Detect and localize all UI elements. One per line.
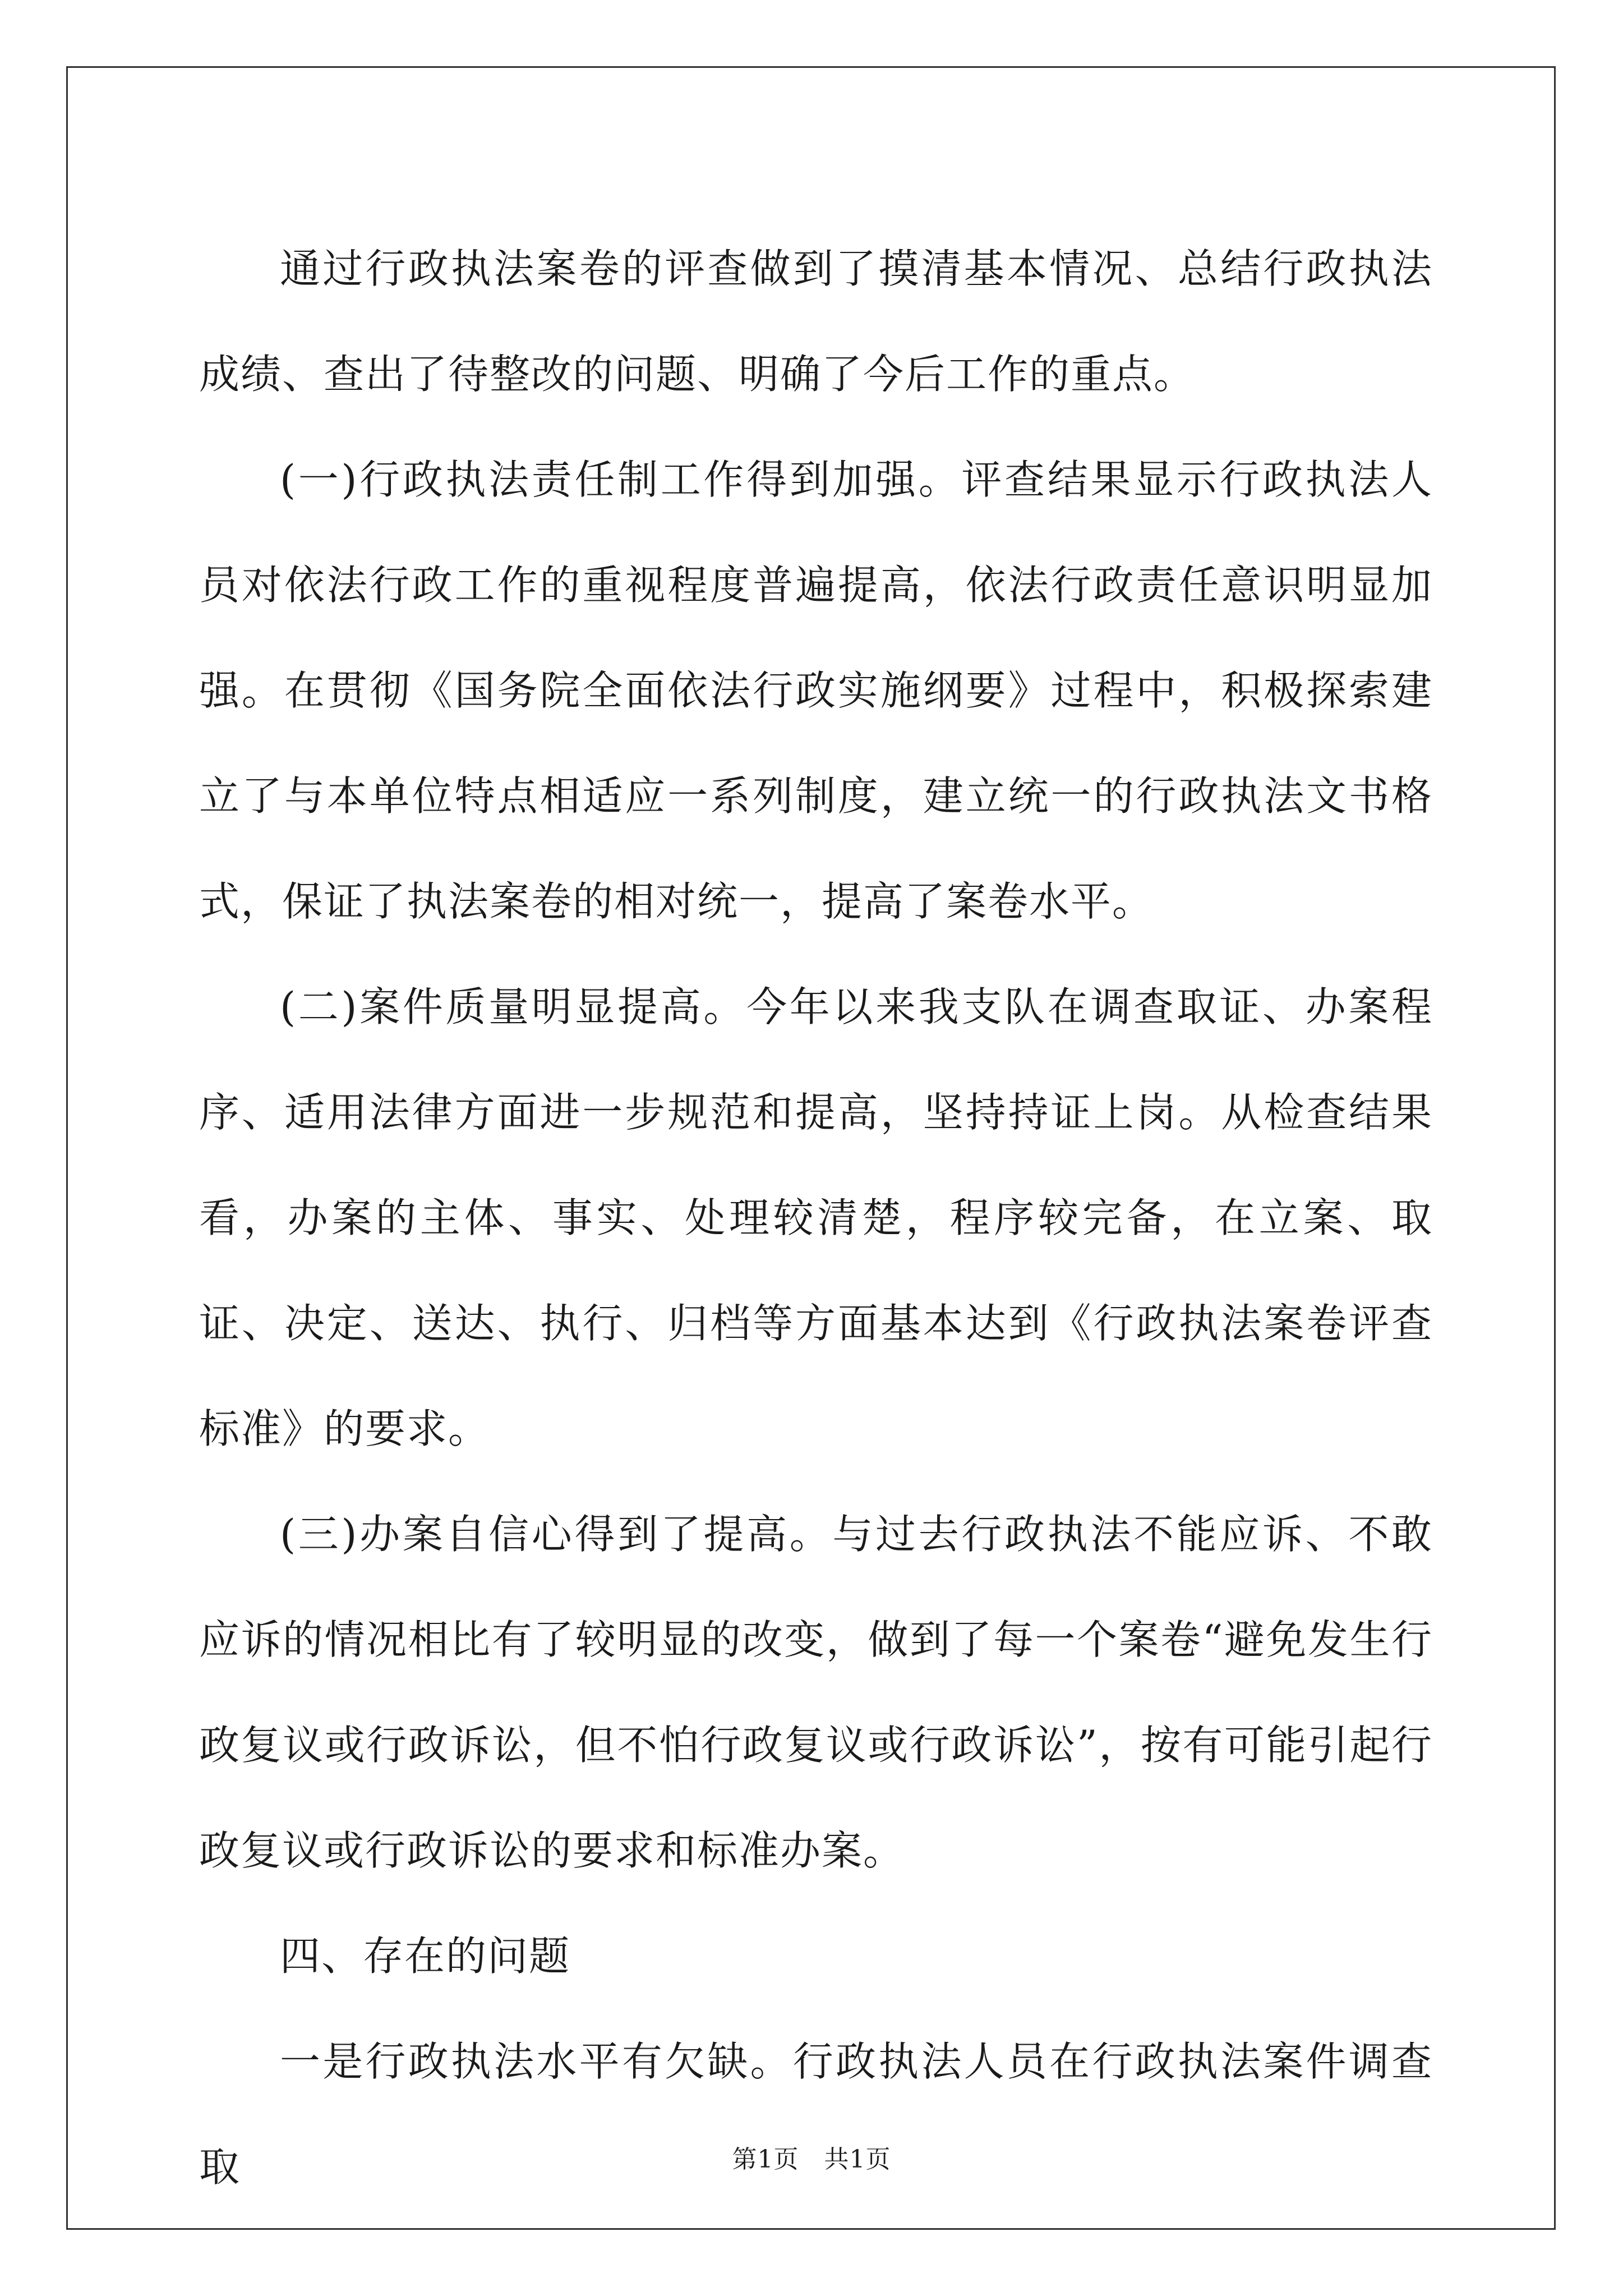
paragraph-section-2: (二)案件质量明显提高。今年以来我支队在调查取证、办案程序、适用法律方面进一步规范和提高，坚持持证上岗。从检查结果看，办案的主体、事实、处理较清楚，程序较完备，在立案、取证、决定、送达、执行、归档等方面基本达到《行政执法案卷评查标准》的要求。 bbox=[199, 983, 1433, 1452]
paragraph-problem-1: 一是行政执法水平有欠缺。行政执法人员在行政执法案件调查取 bbox=[199, 2038, 1433, 2191]
paragraph-section-1: (一)行政执法责任制工作得到加强。评查结果显示行政执法人员对依法行政工作的重视程度普遍提高，依法行政责任意识明显加强。在贯彻《国务院全面依法行政实施纲要》过程中，积极探索建立了与本单位特点相适应一系列制度，建立统一的行政执法文书格式，保证了执法案卷的相对统一，提高了案卷水平。 bbox=[199, 456, 1433, 925]
paragraph-intro: 通过行政执法案卷的评查做到了摸清基本情况、总结行政执法成绩、查出了待整改的问题、明确了今后工作的重点。 bbox=[199, 245, 1433, 398]
page-footer bbox=[0, 2143, 1623, 2177]
page-number: 第1页 bbox=[732, 2145, 799, 2174]
paragraph-section-3: (三)办案自信心得到了提高。与过去行政执法不能应诉、不敢应诉的情况相比有了较明显的改变，做到了每一个案卷“避免发生行政复议或行政诉讼，但不怕行政复议或行政诉讼”，按有可能引起行政复议或行政诉讼的要求和标准办案。 bbox=[199, 1511, 1433, 1874]
heading-problems: 四、存在的问题 bbox=[280, 1932, 571, 1980]
page-total: 共1页 bbox=[824, 2145, 891, 2174]
document-body bbox=[199, 216, 1433, 2220]
